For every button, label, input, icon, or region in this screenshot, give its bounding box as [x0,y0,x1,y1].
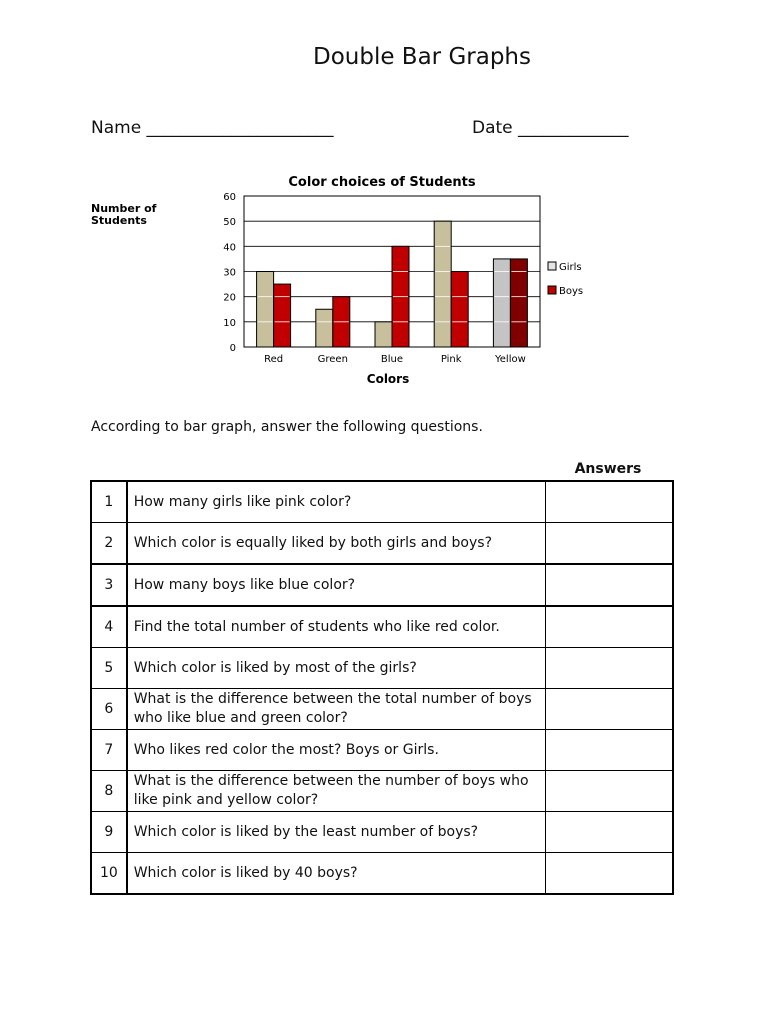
question-text: How many boys like blue color? [127,564,546,606]
x-tick-label: Green [317,354,348,365]
question-text: Which color is liked by the least number of boys? [127,812,546,853]
page-title: Double Bar Graphs [313,44,531,70]
y-tick-label: 20 [223,292,236,304]
y-tick-label: 30 [223,267,236,279]
y-tick-label: 60 [223,192,236,203]
name-field[interactable]: Name ______________________ [91,118,334,138]
bar-boys-yellow [510,259,527,347]
question-number: 1 [91,481,127,523]
question-number: 6 [91,689,127,730]
date-field[interactable]: Date _____________ [472,118,629,138]
x-tick-label: Yellow [495,354,526,365]
question-number: 10 [91,853,127,895]
x-tick-label: Pink [440,354,462,365]
y-tick-label: 10 [223,317,236,329]
question-row [91,812,673,853]
question-number: 4 [91,606,127,648]
question-row [91,523,673,565]
question-row [91,730,673,771]
question-number: 5 [91,648,127,689]
question-row [91,771,673,812]
bar-girls-pink [434,221,451,347]
question-row [91,689,673,730]
y-axis-label-line-1: Number of [91,202,157,215]
questions-table [90,480,674,895]
answer-cell[interactable] [546,689,673,730]
y-tick-label: 50 [223,217,236,229]
question-number: 9 [91,812,127,853]
x-axis-label: Colors [366,372,410,386]
question-number: 3 [91,564,127,606]
answer-cell[interactable] [546,730,673,771]
question-text: Who likes red color the most? Boys or Girls. [127,730,546,771]
answer-cell[interactable] [546,481,673,523]
bar-girls-blue [375,322,392,347]
x-tick-label: Blue [380,354,404,365]
question-number: 7 [91,730,127,771]
answer-cell[interactable] [546,812,673,853]
answer-cell[interactable] [546,648,673,689]
answer-cell[interactable] [546,564,673,606]
bar-boys-pink [451,272,468,348]
chart-title: Color choices of Students [288,175,476,190]
y-tick-label: 40 [223,242,236,254]
bar-boys-red [274,284,291,347]
legend-label-girls: Girls [559,262,582,273]
answer-cell[interactable] [546,853,673,895]
answer-cell[interactable] [546,523,673,565]
question-text: Which color is liked by most of the girls? [127,648,546,689]
bar-girls-yellow [493,259,510,347]
question-text: What is the difference between the number of boys who like pink and yellow color? [127,771,546,812]
question-row [91,564,673,606]
legend-swatch-boys [548,286,556,294]
question-text: Find the total number of students who like red color. [127,606,546,648]
bar-girls-green [316,309,333,347]
bar-chart [0,0,768,420]
question-number: 8 [91,771,127,812]
x-tick-label: Red [264,354,284,365]
legend-swatch-girls [548,262,556,270]
answer-cell[interactable] [546,606,673,648]
question-row [91,648,673,689]
question-row [91,481,673,523]
answer-cell[interactable] [546,771,673,812]
question-number: 2 [91,523,127,565]
question-text: How many girls like pink color? [127,481,546,523]
answers-column-header: Answers [574,461,642,477]
question-text: Which color is liked by 40 boys? [127,853,546,895]
y-tick-label: 0 [229,343,236,354]
question-row [91,853,673,895]
instruction-text: According to bar graph, answer the following questions. [91,419,483,435]
y-axis-label-line-2: Students [91,214,147,227]
question-text: Which color is equally liked by both girls and boys? [127,523,546,565]
legend-label-boys: Boys [559,286,584,297]
question-row [91,606,673,648]
bar-girls-red [257,272,274,348]
question-text: What is the difference between the total number of boys who like blue and green color? [127,689,546,730]
